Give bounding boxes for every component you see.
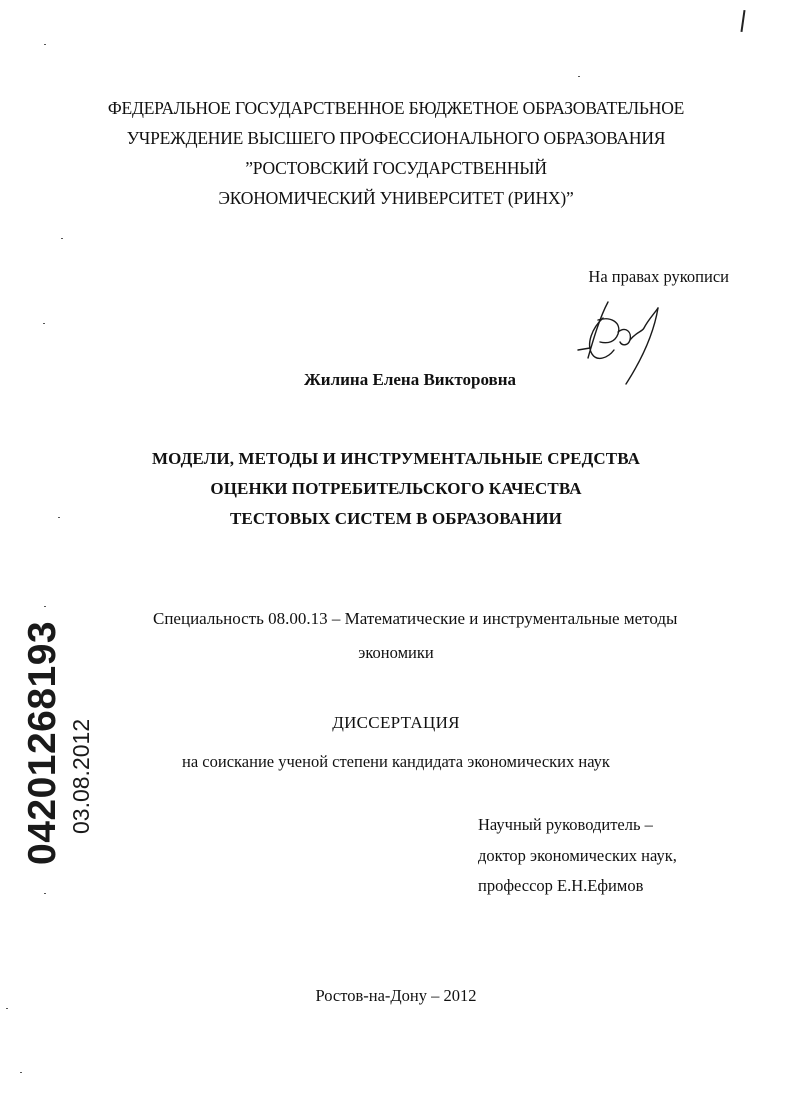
supervisor-line-3: профессор Е.Н.Ефимов xyxy=(478,876,644,895)
scan-mark-top-right xyxy=(740,10,745,32)
signature-image xyxy=(570,292,680,392)
degree-line: на соискание ученой степени кандидата экономических наук xyxy=(182,752,610,771)
scan-speck xyxy=(44,606,46,607)
manuscript-note: На правах рукописи xyxy=(588,267,729,286)
stamp-date: 03.08.2012 xyxy=(68,718,94,834)
scan-speck xyxy=(44,893,46,894)
author-name: Жилина Елена Викторовна xyxy=(304,370,517,389)
scan-speck xyxy=(58,517,60,518)
scan-speck xyxy=(6,1008,8,1009)
supervisor-line-2: доктор экономических наук, xyxy=(478,846,677,865)
scan-speck xyxy=(578,76,580,77)
specialty-line-1: Специальность 08.00.13 – Математические и инструментальные методы xyxy=(153,609,678,628)
org-line-2: УЧРЕЖДЕНИЕ ВЫСШЕГО ПРОФЕССИОНАЛЬНОГО ОБРАЗОВАНИЯ xyxy=(126,128,666,148)
work-type: ДИССЕРТАЦИЯ xyxy=(332,713,460,732)
title-line-1: МОДЕЛИ, МЕТОДЫ И ИНСТРУМЕНТАЛЬНЫЕ СРЕДСТВА xyxy=(152,449,640,468)
org-line-4: ЭКОНОМИЧЕСКИЙ УНИВЕРСИТЕТ (РИНХ)” xyxy=(218,188,574,208)
scan-speck xyxy=(61,238,63,239)
place-year: Ростов-на-Дону – 2012 xyxy=(315,986,477,1005)
scan-speck xyxy=(44,44,46,45)
scan-speck xyxy=(43,323,45,324)
title-line-2: ОЦЕНКИ ПОТРЕБИТЕЛЬСКОГО КАЧЕСТВА xyxy=(210,479,582,498)
supervisor-line-1: Научный руководитель – xyxy=(478,815,653,834)
specialty-line-2: экономики xyxy=(358,643,434,662)
title-line-3: ТЕСТОВЫХ СИСТЕМ В ОБРАЗОВАНИИ xyxy=(229,509,563,528)
org-line-1: ФЕДЕРАЛЬНОЕ ГОСУДАРСТВЕННОЕ БЮДЖЕТНОЕ ОБРАЗОВАТЕЛЬНОЕ xyxy=(107,98,685,118)
scan-speck xyxy=(20,1072,22,1073)
stamp-number: 04201268193 xyxy=(21,620,64,865)
org-line-3: ”РОСТОВСКИЙ ГОСУДАРСТВЕННЫЙ xyxy=(245,158,547,178)
